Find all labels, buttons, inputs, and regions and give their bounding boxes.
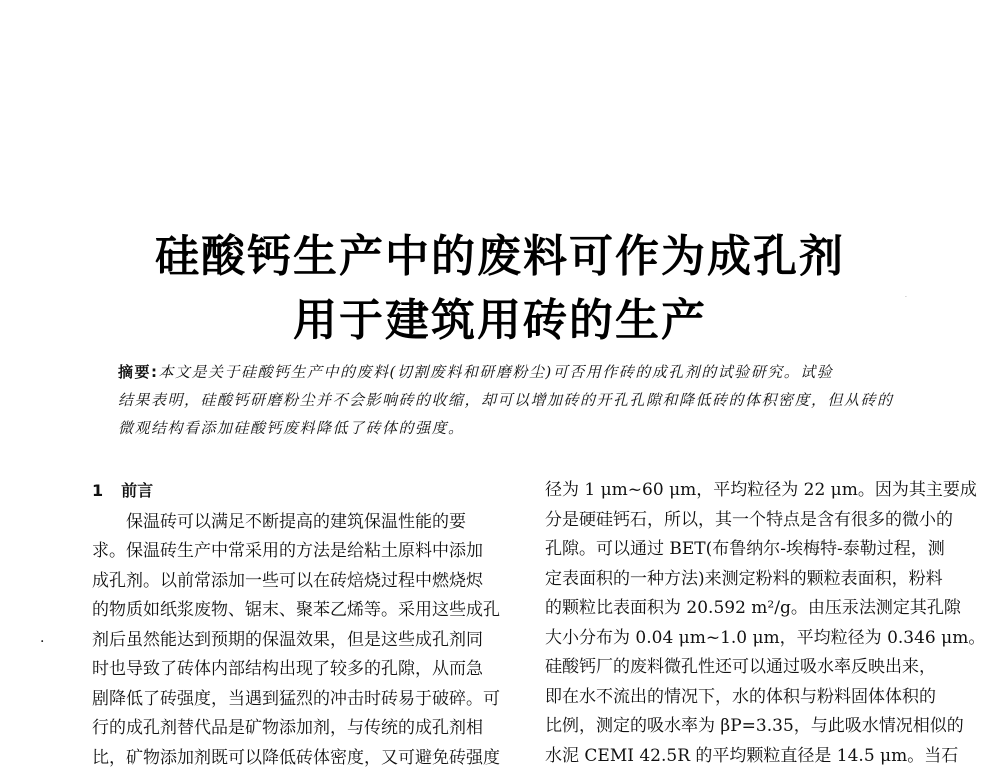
paper-title-line-2: 用于建筑用砖的生产 — [0, 284, 1000, 348]
body-line: 即在水不流出的情况下，水的体积与粉料固体体积的 — [545, 683, 965, 713]
body-line: 求。保温砖生产中常采用的方法是给粘土原料中添加 — [92, 537, 522, 567]
abstract-line: 微观结构看添加硅酸钙废料降低了砖体的强度。 — [118, 414, 930, 442]
body-line: 比例，测定的吸水率为 βP=3.35，与此吸水情况相似的 — [545, 712, 965, 742]
abstract-text: 本文是关于硅酸钙生产中的废料(切割废料和研磨粉尘)可否用作砖的成孔剂的试验研究。试验 — [159, 363, 834, 381]
scan-speck: · — [905, 294, 907, 301]
body-line: 的物质如纸浆废物、锯末、聚苯乙烯等。采用这些成孔 — [92, 596, 522, 626]
body-line: 水泥 CEMI 42.5R 的平均颗粒直径是 14.5 μm。当石 — [545, 742, 965, 772]
body-line: 比，矿物添加剂既可以降低砖体密度，又可避免砖强度 — [92, 744, 522, 773]
body-line: 孔隙。可以通过 BET(布鲁纳尔-埃梅特-泰勒过程，测 — [545, 535, 965, 565]
abstract-label: 摘要: — [118, 363, 159, 381]
abstract-line: 结果表明，硅酸钙研磨粉尘并不会影响砖的收缩，却可以增加砖的开孔孔隙和降低砖的体积密度，但从砖的 — [118, 386, 930, 414]
body-line: 径为 1 μm~60 μm，平均粒径为 22 μm。因为其主要成 — [545, 476, 965, 506]
body-line: 分是硬硅钙石，所以，其一个特点是含有很多的微小的 — [545, 506, 965, 536]
right-column — [545, 476, 965, 771]
abstract — [118, 358, 930, 442]
body-line: 保温砖可以满足不断提高的建筑保温性能的要 — [92, 508, 522, 538]
section-number: 1 — [92, 481, 103, 500]
scan-speck: · — [40, 634, 44, 650]
left-column — [92, 476, 522, 773]
section-title: 前言 — [121, 481, 153, 500]
body-line: 剂后虽然能达到预期的保温效果，但是这些成孔剂同 — [92, 626, 522, 656]
body-line: 硅酸钙厂的废料微孔性还可以通过吸水率反映出来， — [545, 653, 965, 683]
body-line: 的颗粒比表面积为 20.592 m²/g。由压汞法测定其孔隙 — [545, 594, 965, 624]
abstract-line — [118, 358, 930, 386]
paper-title-line-1: 硅酸钙生产中的废料可作为成孔剂 — [0, 220, 1000, 284]
body-line: 定表面积的一种方法)来测定粉料的颗粒表面积，粉料 — [545, 565, 965, 595]
section-heading — [92, 476, 522, 506]
body-line: 成孔剂。以前常添加一些可以在砖焙烧过程中燃烧烬 — [92, 567, 522, 597]
body-line: 大小分布为 0.04 μm~1.0 μm，平均粒径为 0.346 μm。 — [545, 624, 965, 654]
body-line: 剧降低了砖强度，当遇到猛烈的冲击时砖易于破碎。可 — [92, 685, 522, 715]
body-line: 时也导致了砖体内部结构出现了较多的孔隙，从而急 — [92, 655, 522, 685]
body-line: 行的成孔剂替代品是矿物添加剂，与传统的成孔剂相 — [92, 714, 522, 744]
